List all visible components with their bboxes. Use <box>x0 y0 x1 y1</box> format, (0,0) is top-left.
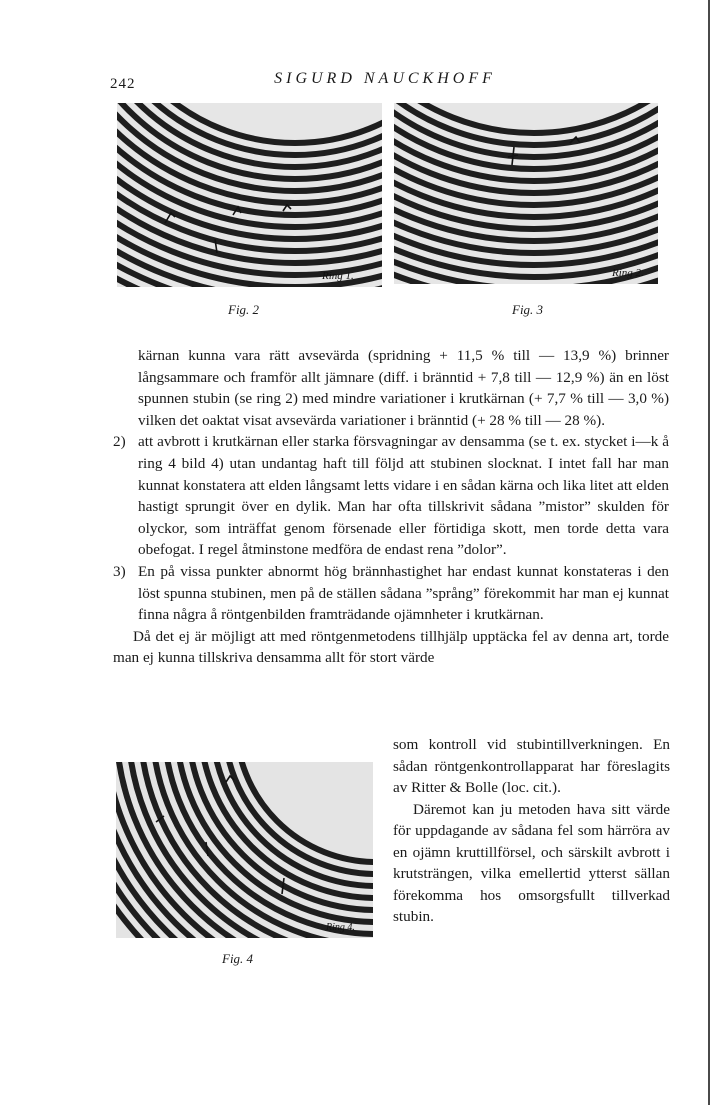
figure-3-image <box>394 103 658 284</box>
figure-2-ring-label: Ring 1. <box>322 270 354 282</box>
figure-4-caption: Fig. 4 <box>222 951 254 966</box>
list-item-2 <box>113 431 669 561</box>
list-item-text: att avbrott i krutkärnan eller starka försvagningar av densamma (se t. ex. stycket i—k å ring 4 bild 4) utan undantag haft till följd att stubinen slocknat. I intet fall har man kunnat konstatera att elden långsamt letts vidare i en sådan kärna och lika litet att elden hastigt sprungit över en dylik. Man har ofta tillskrivit sådana ”mistor” skulden för olyckor, som inträffat genom försenade eller förtidiga skott, men torde detta vara obefogat. I regel åtminstone medföra de endast rena ”dolor”. <box>138 433 669 559</box>
figure-2-caption: Fig. 2 <box>228 302 260 317</box>
side-column-text <box>393 734 670 928</box>
paragraph-continuation: kärnan kunna vara rätt avsevärda (spridning + 11,5 % till — 13,9 %) brinner långsammare och framför allt jämnare (diff. i bränntid + 7,8 till — 12,9 %) än en löst spunnen stubin (se ring 2) med mindre variationer i krutkärnan (+ 7,7 % till — 3,0 %) vilken det oaktat visat avsevärda variationer i bränntid (+ 28 % till — 28 %). <box>138 347 669 429</box>
figure-4-image <box>116 762 373 938</box>
figure-3-caption: Fig. 3 <box>512 302 544 317</box>
figure-4-ring-label: Ring 4. <box>326 922 355 933</box>
paragraph: Däremot kan ju metoden hava sitt värde för uppdagande av sådana fel som härröra av en ojämn kruttillförsel, och särskilt avbrott i krutsträngen, vilka emellertid ytterst sällan förekomma hos omsorgsfullt tillverkad stubin. <box>393 800 670 925</box>
list-item-text: En på vissa punkter abnormt hög brännhastighet har endast kunnat konstateras i den löst spunna stubinen, men på de ställen sådana ”språng” förekommit har man ej kunnat finna några å röntgenbilden framträdande ojämnheter i krutkärnan. <box>138 562 669 624</box>
page-edge <box>708 0 710 1105</box>
xray-rings-graphic <box>116 762 373 938</box>
list-number: 3) <box>113 562 126 580</box>
running-head: SIGURD NAUCKHOFF <box>274 70 496 87</box>
figure-3-ring-label: Ring 2. <box>612 267 644 279</box>
page-number: 242 <box>110 76 136 92</box>
body-text <box>113 345 669 669</box>
figure-2-image <box>117 103 382 287</box>
paragraph: Då det ej är möjligt att med röntgenmetodens tillhjälp upptäcka fel av denna art, torde man ej kunna tillskriva densamma allt för stort värde <box>113 627 669 667</box>
xray-rings-graphic <box>394 103 658 284</box>
paragraph-continuation: som kontroll vid stubintillverkningen. En sådan röntgenkontrollapparat har föreslagits av Ritter & Bolle (loc. cit.). <box>393 736 670 796</box>
xray-rings-graphic <box>117 103 382 287</box>
list-number: 2) <box>113 433 126 451</box>
list-item-3 <box>113 561 669 626</box>
